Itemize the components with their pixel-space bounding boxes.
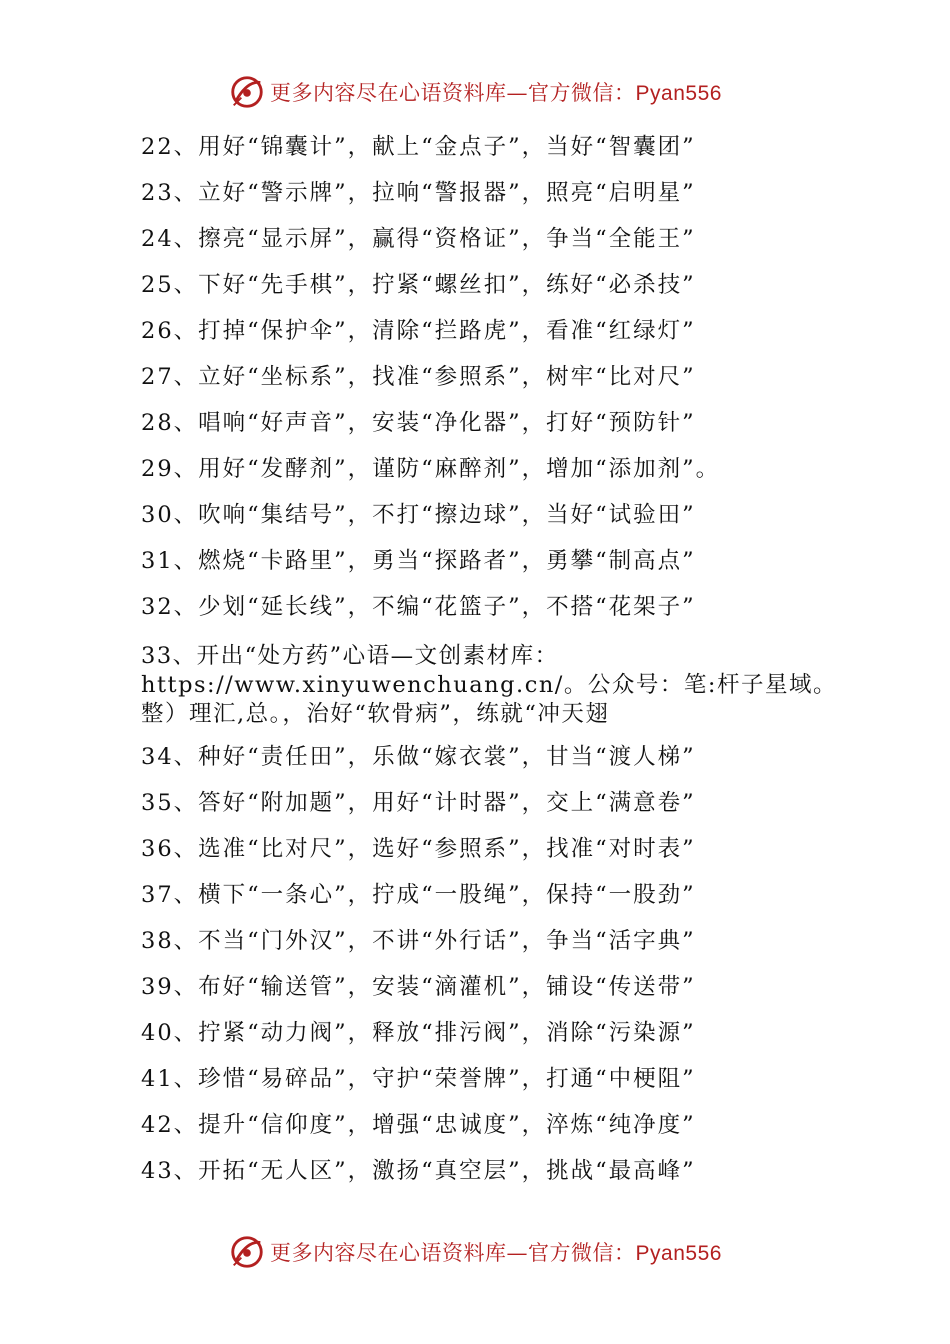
list-item: 42、提升“信仰度”，增强“忠诚度”，淬炼“纯净度”	[141, 1112, 696, 1138]
list-item: 24、擦亮“显示屏”，赢得“资格证”，争当“全能王”	[141, 226, 696, 252]
list-item: 27、立好“坐标系”，找准“参照系”，树牢“比对尺”	[141, 364, 696, 390]
list-item: 30、吹响“集结号”，不打“擦边球”，当好“试验田”	[141, 502, 696, 528]
header-banner	[0, 72, 950, 112]
list-item: 43、开拓“无人区”，激扬“真空层”，挑战“最高峰”	[141, 1158, 696, 1184]
list-item: 33、开出“处方药”心语—文创素材库：https://www.xinyuwenchuang.cn/。公众号：笔:杆子星域。整）理汇,总。，治好“软骨病”，练就“冲天翅	[141, 643, 837, 727]
list-item: 34、种好“责任田”，乐做“嫁衣裳”，甘当“渡人梯”	[141, 744, 696, 770]
list-item: 26、打掉“保护伞”，清除“拦路虎”，看准“红绿灯”	[141, 318, 696, 344]
list-item: 39、布好“输送管”，安装“滴灌机”，铺设“传送带”	[141, 974, 696, 1000]
list-item: 22、用好“锦囊计”，献上“金点子”，当好“智囊团”	[141, 134, 696, 160]
list-item: 25、下好“先手棋”，拧紧“螺丝扣”，练好“必杀技”	[141, 272, 696, 298]
list-item: 32、少划“延长线”，不编“花篮子”，不搭“花架子”	[141, 594, 696, 620]
list-item: 38、不当“门外汉”，不讲“外行话”，争当“活字典”	[141, 928, 696, 954]
slogan-list	[141, 124, 841, 1194]
list-item: 29、用好“发酵剂”，谨防“麻醉剂”，增加“添加剂”。	[141, 456, 721, 482]
list-item: 28、唱响“好声音”，安装“净化器”，打好“预防针”	[141, 410, 696, 436]
list-item: 37、横下“一条心”，拧成“一股绳”，保持“一股劲”	[141, 882, 696, 908]
banner-text: 更多内容尽在心语资料库—官方微信：Pyan556	[270, 1241, 722, 1265]
banner-text: 更多内容尽在心语资料库—官方微信：Pyan556	[270, 81, 722, 105]
list-item: 35、答好“附加题”，用好“计时器”，交上“满意卷”	[141, 790, 696, 816]
list-item: 23、立好“警示牌”，拉响“警报器”，照亮“启明星”	[141, 180, 696, 206]
list-item: 41、珍惜“易碎品”，守护“荣誉牌”，打通“中梗阻”	[141, 1066, 696, 1092]
logo-icon	[228, 1233, 266, 1271]
list-item: 36、选准“比对尺”，选好“参照系”，找准“对时表”	[141, 836, 696, 862]
footer-banner	[0, 1232, 950, 1272]
wechat-id: Pyan556	[635, 1242, 722, 1265]
logo-icon	[228, 73, 266, 111]
list-item: 40、拧紧“动力阀”，释放“排污阀”，消除“污染源”	[141, 1020, 696, 1046]
list-item: 31、燃烧“卡路里”，勇当“探路者”，勇攀“制高点”	[141, 548, 696, 574]
wechat-id: Pyan556	[635, 82, 722, 105]
